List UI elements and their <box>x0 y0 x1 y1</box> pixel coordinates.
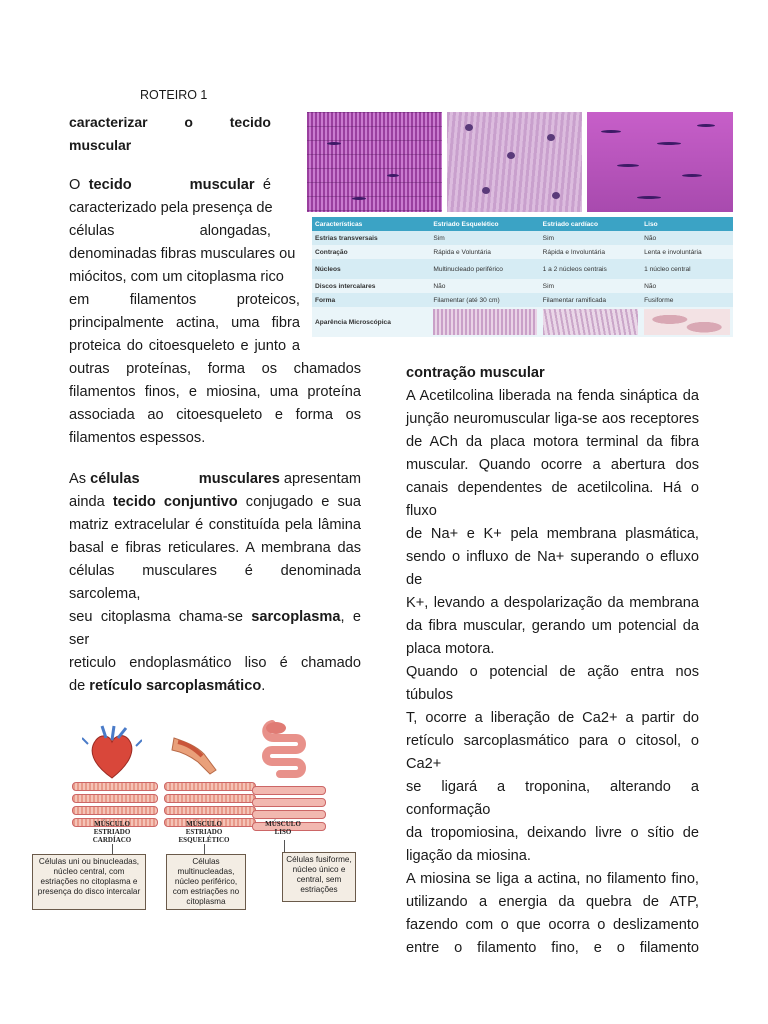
muscle-types-diagram <box>30 716 365 916</box>
smooth-muscle-micrograph <box>587 112 733 212</box>
p2-line-5: células musculares é denominada sarcolema, <box>69 563 361 602</box>
p1-line-11: associada ao citoesqueleto e forma os <box>69 407 361 423</box>
paragraph-1-narrow <box>69 174 299 243</box>
title-line-2: muscular <box>69 137 132 153</box>
table-row: Aparência Microscópica <box>312 307 733 337</box>
p1-line-2: caracterizado pela presença de <box>69 200 273 216</box>
table-row: Forma Filamentar (até 30 cm) Filamentar ramificada Fusiforme <box>312 293 733 307</box>
arm-muscle-icon <box>170 732 228 776</box>
skeletal-description: Células multinucleadas, núcleo periférico, com estriações no citoplasma <box>166 854 246 910</box>
table-row: Discos intercalares Não Sim Não <box>312 279 733 293</box>
text-line: se ligará a troponina, alterando a conformação <box>406 779 699 818</box>
p1-line-10: filamentos finos, e miosina, uma proteína <box>69 384 361 400</box>
roteiro-label: ROTEIRO 1 <box>140 88 208 102</box>
title-word: tecido <box>229 114 271 130</box>
p1-line-4: denominadas fibras musculares ou <box>69 246 296 262</box>
table-row: Núcleos Multinucleado periférico 1 a 2 núcleos centrais 1 núcleo central <box>312 259 733 279</box>
p2-line-7: reticulo endoplasmático liso é chamado <box>69 655 361 671</box>
text-line: placa motora. <box>406 641 495 657</box>
text-line: A Acetilcolina liberada na fenda sináptica da <box>406 388 699 404</box>
p1-line-7: principalmente actina, uma fibra <box>69 315 300 331</box>
section-title <box>69 111 271 157</box>
smooth-description: Células fusiforme, núcleo único e central, sem estriações <box>282 852 356 902</box>
table-row: Estrias transversais Sim Sim Não <box>312 231 733 245</box>
text-line: entre o filamento fino, e o filamento <box>406 940 699 956</box>
section-heading: contração muscular <box>406 365 545 381</box>
skeletal-appearance-image <box>430 307 539 337</box>
title-word: caracterizar <box>69 114 148 130</box>
muscle-comparison-figure <box>307 112 733 342</box>
p2-line-8: de retículo sarcoplasmático. <box>69 678 266 694</box>
text-line: de Na+ e K+ pela membrana plasmática, <box>406 526 699 542</box>
p1-line-6: em filamentos proteicos, <box>69 292 300 308</box>
text-line: muscular. Quando ocorre a abertura dos <box>406 457 699 473</box>
text-line: utilizando a energia da quebra de ATP, <box>406 894 699 910</box>
p1-line-1: O tecido muscular é <box>69 177 272 193</box>
table-header: Características <box>312 217 430 231</box>
smooth-appearance-image <box>641 307 733 337</box>
paragraph-2 <box>69 468 361 698</box>
text-line: sendo o influxo de Na+ superando o efluxo de <box>406 549 699 588</box>
table-header: Estriado Esquelético <box>430 217 539 231</box>
text-line: da fibra muscular, gerando um potencial da <box>406 618 699 634</box>
text-line: K+, levando a despolarização da membrana <box>406 595 699 611</box>
p1-line-12: filamentos espessos. <box>69 430 206 446</box>
cardiac-description: Células uni ou binucleadas, núcleo central, com estriações no citoplasma e presença do disco intercalar <box>32 854 146 910</box>
p2-line-1: As células musculares apresentam <box>69 471 361 487</box>
skeletal-label: MÚSCULO ESTRIADO ESQUELÉTICO <box>178 820 230 844</box>
smooth-label: MÚSCULO LISO <box>265 820 301 836</box>
p2-line-6: seu citoplasma chama-se sarcoplasma, e ser <box>69 609 361 648</box>
text-line: A miosina se liga a actina, no filamento fino, <box>406 871 699 887</box>
p1-line-9: outras proteínas, forma os chamados <box>69 361 361 377</box>
text-line: da tropomiosina, deixando livre o sítio de <box>406 825 699 841</box>
text-line: retículo sarcoplasmático para o citosol, o Ca2+ <box>406 733 699 772</box>
p2-line-3: matriz extracelular é constituída pela lâmina <box>69 517 361 533</box>
text-line: ligação da miosina. <box>406 848 531 864</box>
title-word: o <box>184 114 193 130</box>
table-row: Contração Rápida e Voluntária Rápida e Involuntária Lenta e involuntária <box>312 245 733 259</box>
p1-line-3: células alongadas, <box>69 223 271 239</box>
p1-line-8: proteica do citoesqueleto e junto a <box>69 338 300 354</box>
text-line: Quando o potencial de ação entra nos túbulos <box>406 664 699 703</box>
cardiac-muscle-micrograph <box>447 112 582 212</box>
p2-line-4: basal e fibras reticulares. A membrana das <box>69 540 361 556</box>
text-line: junção neuromuscular liga-se aos receptores <box>406 411 699 427</box>
text-line: T, ocorre a liberação de Ca2+ a partir do <box>406 710 699 726</box>
text-line: fazendo com o que ocorra o deslizamento <box>406 917 699 933</box>
paragraph-1-wide <box>69 243 300 358</box>
muscle-comparison-table <box>312 217 733 337</box>
skeletal-muscle-micrograph <box>307 112 442 212</box>
table-header: Liso <box>641 217 733 231</box>
cardiac-label: MÚSCULO ESTRIADO CARDÍACO <box>92 820 132 844</box>
p1-line-5: miócitos, com um citoplasma rico <box>69 269 284 285</box>
p2-line-2: ainda tecido conjuntivo conjugado e sua <box>69 494 361 510</box>
table-header: Estriado cardíaco <box>540 217 641 231</box>
heart-icon <box>82 724 142 782</box>
paragraph-1-full <box>69 358 361 450</box>
intestine-icon <box>262 720 306 782</box>
right-column <box>406 362 699 960</box>
text-line: canais dependentes de acetilcolina. Há o fluxo <box>406 480 699 519</box>
text-line: de ACh da placa motora terminal da fibra <box>406 434 699 450</box>
cardiac-appearance-image <box>540 307 641 337</box>
